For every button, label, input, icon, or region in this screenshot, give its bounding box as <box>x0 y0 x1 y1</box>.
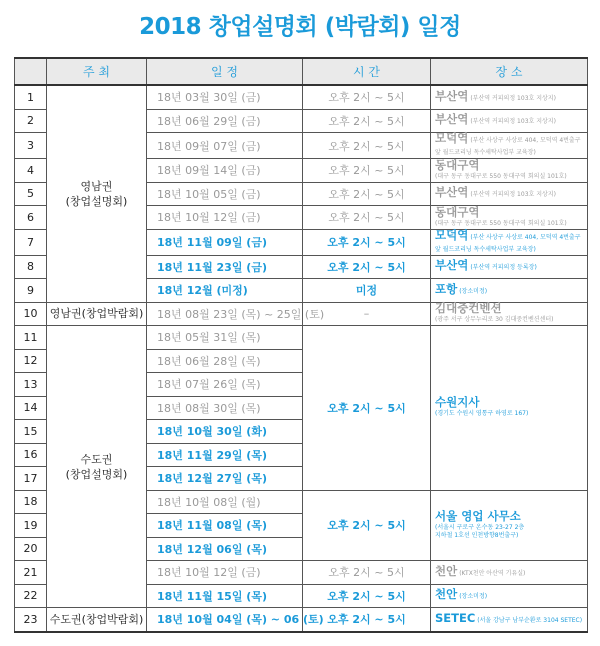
header-host: 주 최 <box>47 58 147 85</box>
time-cell: 오후 2시 ~ 5시 <box>303 608 431 632</box>
header-place: 장 소 <box>431 58 588 85</box>
row-number: 3 <box>15 133 47 159</box>
row-number: 21 <box>15 561 47 585</box>
place-address: (부산 사상구 사상로 404, 모덕역 4번출구 앞 월드코리닝 독수세탁사업부 교육장) <box>435 233 581 253</box>
time-cell: – <box>303 302 431 326</box>
row-number: 17 <box>15 467 47 491</box>
place-cell-seoul <box>431 490 588 561</box>
place-name: 동대구역 <box>435 204 480 219</box>
time-cell-seoul: 오후 2시 ~ 5시 <box>303 490 431 561</box>
place-name: 부산역 <box>435 88 469 103</box>
header-row <box>15 58 588 85</box>
date-cell: 18년 05월 31일 (목) <box>147 326 303 350</box>
row-number: 19 <box>15 514 47 538</box>
place-cell-suwon <box>431 326 588 491</box>
row-number: 2 <box>15 109 47 133</box>
date-cell: 18년 07월 26일 (목) <box>147 373 303 397</box>
date-cell: 18년 12월 06일 (목) <box>147 537 303 561</box>
place-name: 부산역 <box>435 185 469 200</box>
date-cell: 18년 10월 30일 (화) <box>147 420 303 444</box>
place-cell <box>431 206 588 230</box>
row-number: 5 <box>15 182 47 206</box>
row-number: 9 <box>15 279 47 303</box>
place-address: (KTX천안 아산역 기유실) <box>459 569 526 577</box>
place-address: (광주 서구 상무누리로 30 김대중컨벤션센터) <box>435 316 554 324</box>
time-cell: 오후 2시 ~ 5시 <box>303 229 431 255</box>
place-name: 서울 영업 사무소 <box>435 508 521 523</box>
date-cell: 18년 09월 07일 (금) <box>147 133 303 159</box>
date-cell: 18년 11월 15일 (목) <box>147 584 303 608</box>
date-cell: 18년 11월 09일 (금) <box>147 229 303 255</box>
place-address: (서울 강남구 남부순환로 3104 SETEC) <box>477 616 583 624</box>
place-address: (대구 동구 동대구로 550 동대구역 회의실 101호) <box>435 172 567 180</box>
place-address: (부산역 커피의정 103호 지상지) <box>470 118 556 126</box>
date-cell: 18년 03월 30일 (금) <box>147 85 303 109</box>
place-name: 동대구역 <box>435 157 480 172</box>
place-name: SETEC <box>435 610 476 625</box>
row-number: 22 <box>15 584 47 608</box>
header-time: 시 간 <box>303 58 431 85</box>
time-cell: 오후 2시 ~ 5시 <box>303 561 431 585</box>
date-cell: 18년 11월 29일 (목) <box>147 443 303 467</box>
place-cell <box>431 109 588 133</box>
date-cell: 18년 10월 12일 (금) <box>147 206 303 230</box>
place-address: (대구 동구 동대구로 550 동대구역 회의실 101호) <box>435 219 567 227</box>
place-cell <box>431 302 588 326</box>
place-name: 모덕역 <box>435 131 469 145</box>
schedule-table <box>14 57 588 633</box>
date-cell: 18년 10월 05일 (금) <box>147 182 303 206</box>
place-name: 수원지사 <box>435 395 480 410</box>
place-address: 지하철 1호선 인천방향8번출구) <box>435 531 519 539</box>
row-number: 7 <box>15 229 47 255</box>
date-cell: 18년 12월 (미정) <box>147 279 303 303</box>
table-row <box>15 85 588 109</box>
date-cell: 18년 10월 04일 (목) ~ 06 (토) <box>147 608 303 632</box>
place-address: (경기도 수원시 영통구 하영로 167) <box>435 410 529 418</box>
date-cell: 18년 12월 27일 (목) <box>147 467 303 491</box>
date-cell: 18년 06월 29일 (금) <box>147 109 303 133</box>
date-cell: 18년 08월 30일 (목) <box>147 396 303 420</box>
date-cell: 18년 08월 23일 (목) ~ 25일 (토) <box>147 302 303 326</box>
date-cell: 18년 11월 08일 (목) <box>147 514 303 538</box>
row-number: 1 <box>15 85 47 109</box>
row-number: 11 <box>15 326 47 350</box>
place-name: 부산역 <box>435 112 469 127</box>
place-cell <box>431 255 588 279</box>
table-row <box>15 326 588 350</box>
place-address: (부산역 커피의정 103호 지상지) <box>470 94 556 102</box>
time-cell: 오후 2시 ~ 5시 <box>303 159 431 183</box>
row-number: 20 <box>15 537 47 561</box>
place-cell <box>431 182 588 206</box>
row-number: 10 <box>15 302 47 326</box>
place-cell <box>431 133 588 159</box>
header-date: 일 정 <box>147 58 303 85</box>
row-number: 6 <box>15 206 47 230</box>
place-cell <box>431 229 588 255</box>
place-name: 포항 <box>435 281 458 296</box>
time-cell: 오후 2시 ~ 5시 <box>303 133 431 159</box>
place-name: 김대중컨벤션 <box>435 301 502 316</box>
place-cell <box>431 279 588 303</box>
host-yeongnam-briefing <box>47 85 147 302</box>
date-cell: 18년 11월 23일 (금) <box>147 255 303 279</box>
row-number: 15 <box>15 420 47 444</box>
date-cell: 18년 10월 08일 (월) <box>147 490 303 514</box>
place-cell <box>431 85 588 109</box>
row-number: 23 <box>15 608 47 632</box>
host-label: 수도권 (창업설명회) <box>65 452 128 481</box>
time-cell: 오후 2시 ~ 5시 <box>303 109 431 133</box>
date-cell: 18년 06월 28일 (목) <box>147 349 303 373</box>
time-cell-suwon: 오후 2시 ~ 5시 <box>303 326 431 491</box>
place-address: (부산역 커피의정 등록장) <box>470 264 537 272</box>
header-no <box>15 58 47 85</box>
place-cell <box>431 561 588 585</box>
place-cell <box>431 584 588 608</box>
place-address: (부산역 커피의정 103호 지상지) <box>470 191 556 199</box>
host-sudo-briefing <box>47 326 147 608</box>
row-number: 18 <box>15 490 47 514</box>
row-number: 4 <box>15 159 47 183</box>
row-number: 14 <box>15 396 47 420</box>
date-cell: 18년 09월 14일 (금) <box>147 159 303 183</box>
time-cell: 오후 2시 ~ 5시 <box>303 584 431 608</box>
place-name: 천안 <box>435 587 458 602</box>
time-cell: 오후 2시 ~ 5시 <box>303 255 431 279</box>
row-number: 8 <box>15 255 47 279</box>
time-cell: 오후 2시 ~ 5시 <box>303 85 431 109</box>
table-row <box>15 302 588 326</box>
host-sudo-expo: 수도권(창업박람회) <box>47 608 147 632</box>
place-address: (부산 사상구 사상로 404, 모덕역 4번출구 앞 월드코리닝 독수세탁사업부 교육장) <box>435 137 581 156</box>
place-address: (서울시 구로구 온수동 23-27 2층 <box>435 523 525 531</box>
host-yeongnam-expo: 영남권(창업박람회) <box>47 302 147 326</box>
time-cell: 미정 <box>303 279 431 303</box>
place-cell <box>431 608 588 632</box>
table-row <box>15 608 588 632</box>
row-number: 13 <box>15 373 47 397</box>
place-name: 천안 <box>435 563 458 578</box>
place-name: 부산역 <box>435 258 469 273</box>
place-address: (장소미정) <box>459 287 488 295</box>
page-title: 2018 창업설명회 (박람회) 일정 <box>139 14 461 40</box>
date-cell: 18년 10월 12일 (금) <box>147 561 303 585</box>
place-cell <box>431 159 588 183</box>
place-name: 모덕역 <box>435 227 469 242</box>
host-label: 영남권 (창업설명회) <box>65 179 128 208</box>
time-cell: 오후 2시 ~ 5시 <box>303 206 431 230</box>
time-cell: 오후 2시 ~ 5시 <box>303 182 431 206</box>
place-address: (장소미정) <box>459 593 488 601</box>
row-number: 16 <box>15 443 47 467</box>
row-number: 12 <box>15 349 47 373</box>
